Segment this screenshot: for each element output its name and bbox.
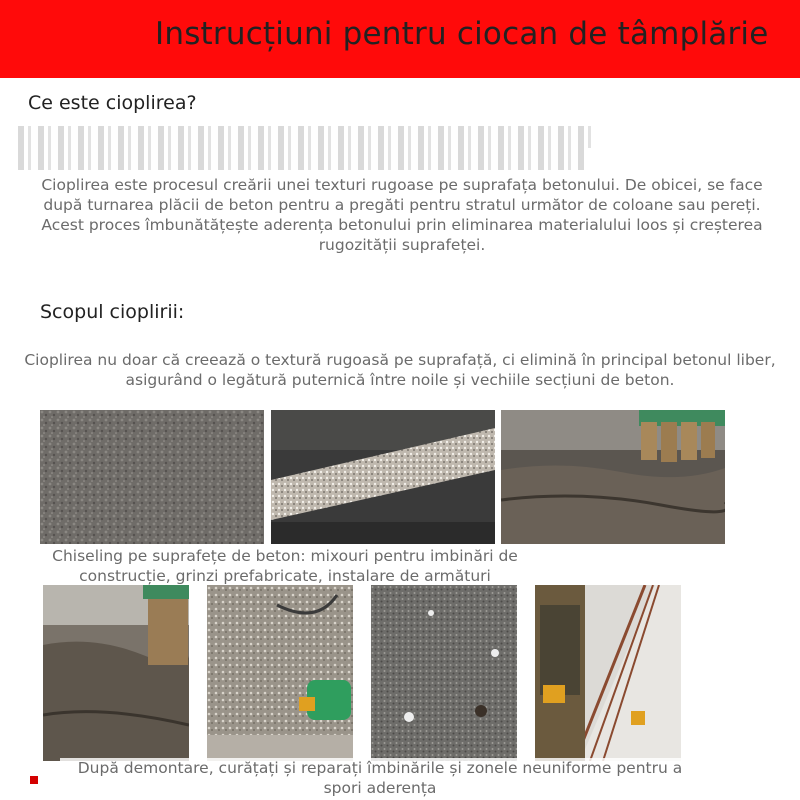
worker-chiseling-slab-image	[501, 410, 725, 544]
section-purpose-heading: Scopul cioplirii:	[40, 301, 185, 323]
red-marker	[30, 776, 38, 784]
gallery2-caption: După demontare, curățați și reparați îmbinările și zonele neuniforme pentru a spori aderența	[60, 758, 700, 798]
chiseled-concrete-closeup-image	[371, 585, 517, 761]
wet-concrete-slab-image	[43, 585, 189, 761]
gallery1-caption: Chiseling pe suprafețe de beton: mixouri pentru imbinări de construcție, grinzi prefabricate, instalare de armături	[40, 546, 530, 586]
rough-concrete-texture-image	[40, 410, 264, 544]
page-header	[0, 0, 800, 78]
worker-on-rebar-deck-image	[535, 585, 681, 761]
page-title: Instrucțiuni pentru ciocan de tâmplărie	[155, 16, 769, 52]
concrete-column-with-drill-image	[207, 585, 353, 761]
section-what-heading: Ce este cioplirea?	[28, 92, 197, 114]
section-purpose-text: Cioplirea nu doar că creează o textură rugoasă pe suprafață, ci elimină în principal betonul liber, asigurând o legătură puternică între noile și vechiile secțiuni de beton.	[24, 351, 776, 389]
section-what-text: Cioplirea este procesul creării unei texturi rugoase pe suprafața betonului. De obicei, se face după turnarea plăcii de beton pentru a pregăti pentru stratul următor de coloane sau pereți. Acest proces îmbunătățește aderența betonului prin eliminarea materialului loos și creșterea rugozității suprafeței.	[41, 176, 763, 254]
chiseled-concrete-strip-image	[271, 410, 495, 544]
faded-text-artifact	[18, 126, 593, 148]
faded-text-artifact	[18, 148, 588, 170]
